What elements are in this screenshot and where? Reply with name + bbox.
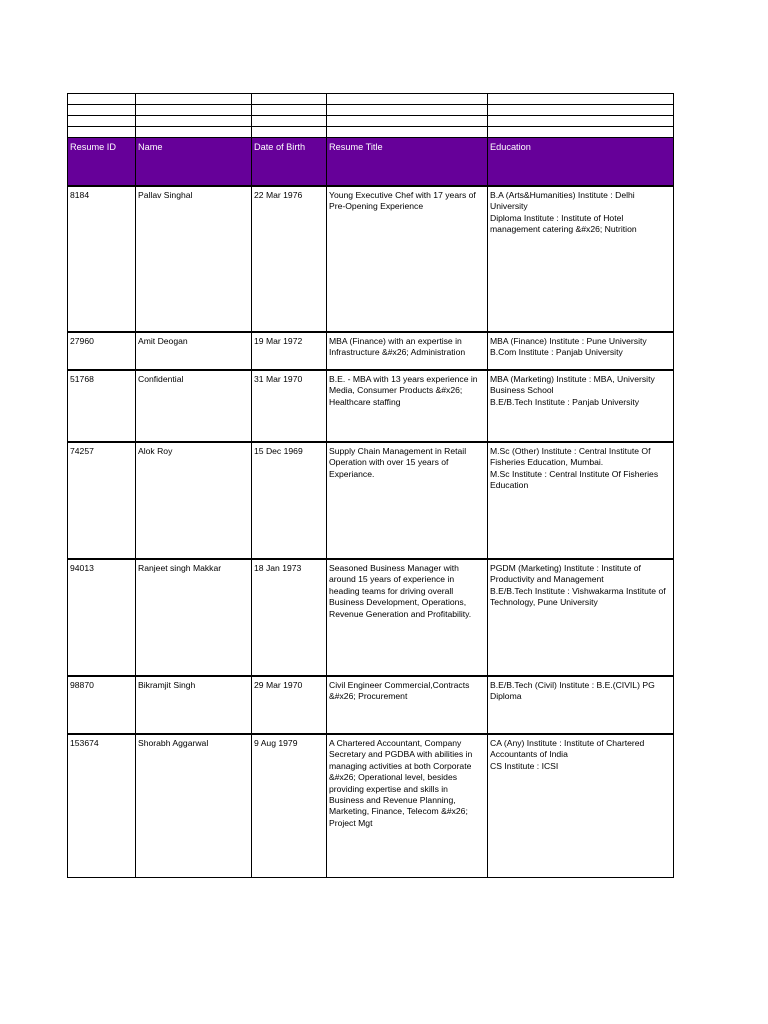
cell-resume-title: Civil Engineer Commercial,Contracts &#x26; Procurement bbox=[327, 676, 488, 734]
education-line: B.E/B.Tech Institute : Vishwakarma Institute of Technology, Pune University bbox=[490, 585, 666, 608]
empty-cell bbox=[488, 127, 674, 138]
empty-cell bbox=[327, 127, 488, 138]
cell-resume-id: 8184 bbox=[68, 186, 136, 332]
empty-row bbox=[68, 127, 674, 138]
cell-education bbox=[488, 559, 674, 676]
cell-resume-title: MBA (Finance) with an expertise in Infrastructure &#x26; Administration bbox=[327, 332, 488, 370]
cell-resume-title: Seasoned Business Manager with around 15 years of experience in heading teams for driving overall Business Development, Operations, Revenue Generation and Profitability. bbox=[327, 559, 488, 676]
empty-cell bbox=[252, 94, 327, 105]
cell-resume-id: 94013 bbox=[68, 559, 136, 676]
cell-resume-id: 27960 bbox=[68, 332, 136, 370]
cell-education bbox=[488, 676, 674, 734]
table-row bbox=[68, 370, 674, 442]
cell-date-of-birth: 31 Mar 1970 bbox=[252, 370, 327, 442]
cell-resume-id: 98870 bbox=[68, 676, 136, 734]
empty-cell bbox=[136, 105, 252, 116]
education-line: CS Institute : ICSI bbox=[490, 760, 559, 771]
header-name: Name bbox=[136, 138, 252, 187]
empty-cell bbox=[136, 94, 252, 105]
education-line: M.Sc Institute : Central Institute Of Fisheries Education bbox=[490, 468, 659, 491]
empty-row bbox=[68, 116, 674, 127]
empty-row bbox=[68, 94, 674, 105]
cell-resume-id: 74257 bbox=[68, 442, 136, 559]
education-line: B.E/B.Tech Institute : Panjab University bbox=[490, 396, 640, 407]
table-row bbox=[68, 676, 674, 734]
education-line: PGDM (Marketing) Institute : Institute of Productivity and Management bbox=[490, 563, 641, 585]
table-row bbox=[68, 186, 674, 332]
education-line: B.Com Institute : Panjab University bbox=[490, 347, 623, 358]
cell-education bbox=[488, 332, 674, 370]
empty-cell bbox=[488, 105, 674, 116]
education-line: M.Sc (Other) Institute : Central Institute Of Fisheries Education, Mumbai. bbox=[490, 446, 651, 468]
education-line: Diploma Institute : Institute of Hotel management catering &#x26; Nutrition bbox=[490, 212, 637, 235]
empty-cell bbox=[252, 127, 327, 138]
education-line: CA (Any) Institute : Institute of Chartered Accountants of India bbox=[490, 738, 645, 760]
header-education: Education bbox=[488, 138, 674, 187]
cell-date-of-birth: 18 Jan 1973 bbox=[252, 559, 327, 676]
empty-cell bbox=[488, 94, 674, 105]
cell-resume-title: B.E. - MBA with 13 years experience in Media, Consumer Products &#x26; Healthcare staffing bbox=[327, 370, 488, 442]
cell-resume-id: 153674 bbox=[68, 734, 136, 877]
empty-cell bbox=[252, 105, 327, 116]
cell-date-of-birth: 22 Mar 1976 bbox=[252, 186, 327, 332]
empty-cell bbox=[68, 127, 136, 138]
cell-education bbox=[488, 370, 674, 442]
education-line: MBA (Finance) Institute : Pune University bbox=[490, 336, 647, 346]
empty-row bbox=[68, 105, 674, 116]
empty-cell bbox=[327, 105, 488, 116]
empty-cell bbox=[327, 116, 488, 127]
table-row bbox=[68, 559, 674, 676]
empty-cell bbox=[68, 94, 136, 105]
cell-name: Shorabh Aggarwal bbox=[136, 734, 252, 877]
education-line: MBA (Marketing) Institute : MBA, University Business School bbox=[490, 374, 655, 396]
education-line: B.A (Arts&Humanities) Institute : Delhi University bbox=[490, 190, 635, 212]
header-row bbox=[68, 138, 674, 187]
cell-resume-title: Supply Chain Management in Retail Operation with over 15 years of Experiance. bbox=[327, 442, 488, 559]
resume-table bbox=[67, 93, 674, 878]
cell-resume-title: Young Executive Chef with 17 years of Pre-Opening Experience bbox=[327, 186, 488, 332]
header-resume-title: Resume Title bbox=[327, 138, 488, 187]
cell-education bbox=[488, 442, 674, 559]
empty-cell bbox=[488, 116, 674, 127]
empty-cell bbox=[68, 116, 136, 127]
cell-date-of-birth: 15 Dec 1969 bbox=[252, 442, 327, 559]
table-row bbox=[68, 734, 674, 877]
cell-name: Pallav Singhal bbox=[136, 186, 252, 332]
empty-cell bbox=[327, 94, 488, 105]
cell-name: Bikramjit Singh bbox=[136, 676, 252, 734]
cell-education bbox=[488, 186, 674, 332]
cell-date-of-birth: 29 Mar 1970 bbox=[252, 676, 327, 734]
cell-resume-id: 51768 bbox=[68, 370, 136, 442]
resume-table-body bbox=[68, 94, 674, 878]
table-row bbox=[68, 442, 674, 559]
empty-cell bbox=[252, 116, 327, 127]
cell-name: Alok Roy bbox=[136, 442, 252, 559]
header-date-of-birth: Date of Birth bbox=[252, 138, 327, 187]
cell-resume-title: A Chartered Accountant, Company Secretary and PGDBA with abilities in managing activities at both Corporate &#x26; Operational level, besides providing expertise and skills in Business and Revenue Planning, Marketing, Finance, Telecom &#x26; Project Mgt bbox=[327, 734, 488, 877]
table-row bbox=[68, 332, 674, 370]
cell-name: Confidential bbox=[136, 370, 252, 442]
cell-name: Ranjeet singh Makkar bbox=[136, 559, 252, 676]
cell-education bbox=[488, 734, 674, 877]
empty-cell bbox=[68, 105, 136, 116]
cell-date-of-birth: 9 Aug 1979 bbox=[252, 734, 327, 877]
cell-date-of-birth: 19 Mar 1972 bbox=[252, 332, 327, 370]
cell-name: Amit Deogan bbox=[136, 332, 252, 370]
empty-cell bbox=[136, 127, 252, 138]
header-resume-id: Resume ID bbox=[68, 138, 136, 187]
education-line: B.E/B.Tech (Civil) Institute : B.E.(CIVIL) PG Diploma bbox=[490, 680, 655, 702]
empty-cell bbox=[136, 116, 252, 127]
